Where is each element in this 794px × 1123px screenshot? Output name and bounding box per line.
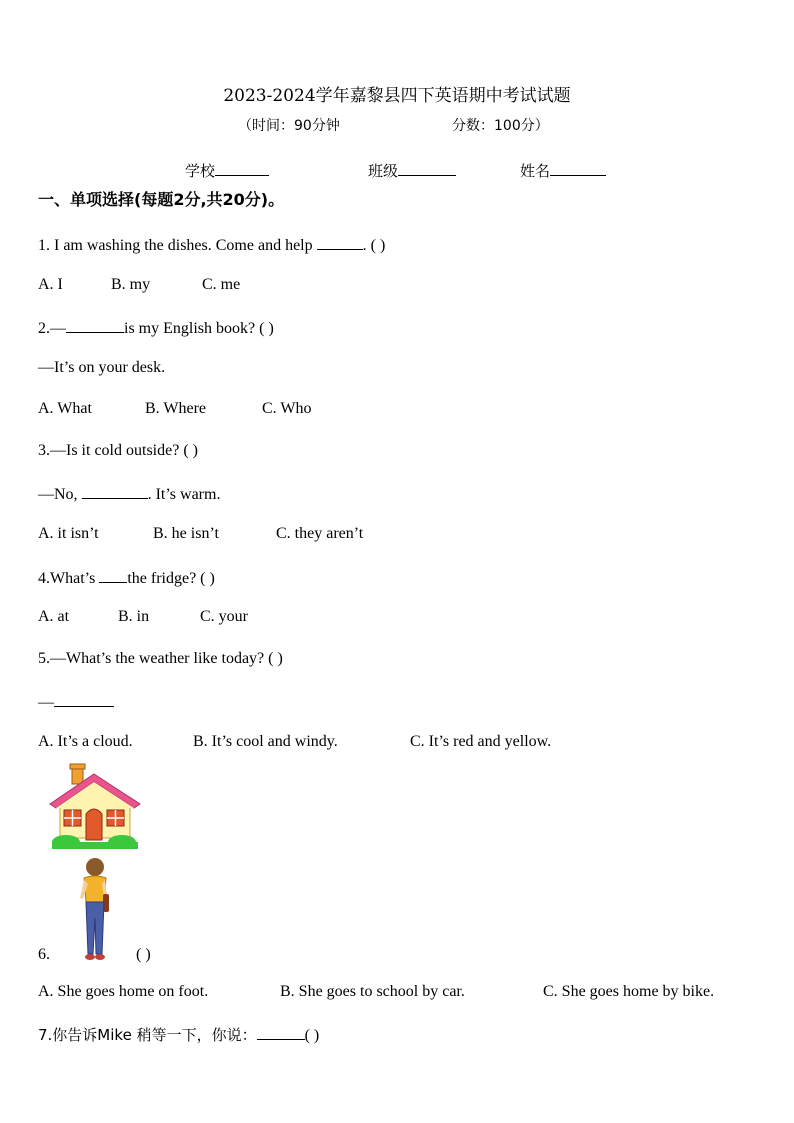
school-field (185, 161, 269, 179)
question-4 (38, 568, 215, 587)
q1-blank[interactable] (317, 235, 363, 250)
q7-paren: ( ) (304, 1027, 320, 1044)
q6-num: 6. (38, 946, 50, 963)
q4-blank[interactable] (99, 568, 127, 583)
q1-paren: . ( ) (362, 237, 386, 254)
q6-option-a[interactable]: A. She goes home on foot. (38, 983, 209, 1000)
q3-answer-line (38, 484, 220, 503)
name-blank[interactable] (550, 161, 606, 176)
exam-time: （时间：90分钟 (238, 118, 340, 134)
q4-option-c[interactable]: C. your (200, 608, 248, 625)
q1-option-c[interactable]: C. me (202, 276, 241, 293)
q5-answer-line (38, 692, 114, 711)
class-blank[interactable] (398, 161, 456, 176)
question-5: 5.—What’s the weather like today? ( ) (38, 650, 283, 667)
question-2 (38, 318, 274, 337)
q1-option-a[interactable]: A. I (38, 276, 63, 293)
q5-option-c[interactable]: C. It’s red and yellow. (410, 733, 552, 750)
q4-option-a[interactable]: A. at (38, 608, 70, 625)
q3-option-c[interactable]: C. they aren’t (276, 525, 364, 542)
q7-blank[interactable] (257, 1025, 305, 1040)
q5-option-a[interactable]: A. It’s a cloud. (38, 733, 133, 750)
q2-answer-line: —It’s on your desk. (38, 359, 166, 376)
q2-option-c[interactable]: C. Who (262, 400, 312, 417)
q1-option-b[interactable]: B. my (111, 276, 151, 293)
q6-paren: ( ) (136, 946, 151, 963)
q2-option-b[interactable]: B. Where (145, 400, 207, 417)
exam-score: 分数：100分） (452, 118, 549, 134)
q6-option-b[interactable]: B. She goes to school by car. (280, 983, 465, 1000)
q3-no: —No, (38, 486, 78, 503)
question-7 (38, 1025, 319, 1044)
q2-text: is my English book? ( ) (124, 320, 274, 337)
page-title: 2023-2024学年嘉黎县四下英语期中考试试题 (223, 86, 571, 106)
class-field (368, 161, 456, 179)
name-label: 姓名 (520, 162, 551, 180)
question-6 (38, 947, 151, 963)
section-title: 一、单项选择(每题2分,共20分)。 (38, 190, 285, 209)
q2-num: 2.— (38, 320, 66, 337)
q5-option-b[interactable]: B. It’s cool and windy. (193, 733, 338, 750)
q4-text-b: the fridge? ( ) (127, 570, 215, 587)
name-field (520, 161, 606, 179)
school-label: 学校 (185, 162, 216, 180)
q1-text: 1. I am washing the dishes. Come and help (38, 237, 313, 254)
q4-option-b[interactable]: B. in (118, 608, 150, 625)
q2-blank[interactable] (66, 318, 124, 333)
q3-option-b[interactable]: B. he isn’t (153, 525, 219, 542)
q5-dash: — (38, 694, 54, 711)
class-label: 班级 (368, 162, 399, 180)
q4-text-a: 4.What’s (38, 570, 96, 587)
school-blank[interactable] (215, 161, 269, 176)
house-icon (48, 762, 142, 852)
question-1 (38, 235, 385, 254)
q3-blank[interactable] (82, 484, 148, 499)
q5-blank[interactable] (54, 692, 114, 707)
q3-warm: . It’s warm. (147, 486, 221, 503)
q2-option-a[interactable]: A. What (38, 400, 92, 417)
q6-option-c[interactable]: C. She goes home by bike. (543, 983, 715, 1000)
q7-text: 7.你告诉Mike 稍等一下，你说： (38, 1026, 257, 1044)
question-3: 3.—Is it cold outside? ( ) (38, 442, 198, 459)
q3-option-a[interactable]: A. it isn’t (38, 525, 99, 542)
